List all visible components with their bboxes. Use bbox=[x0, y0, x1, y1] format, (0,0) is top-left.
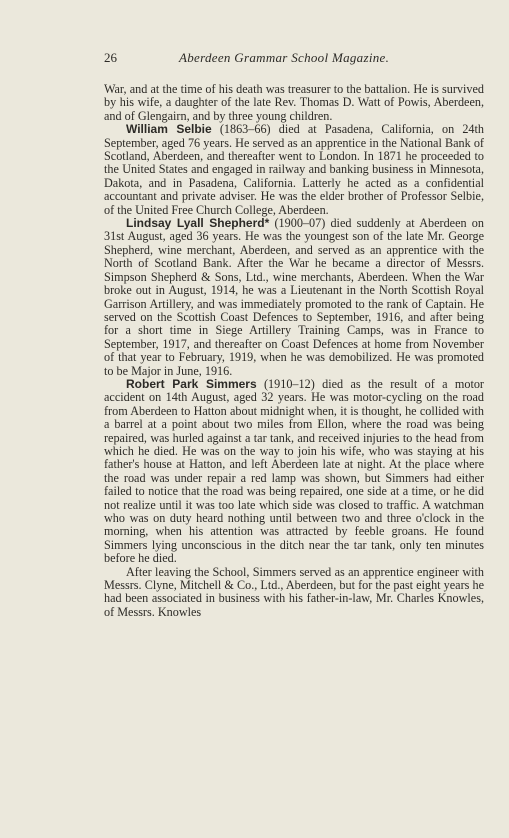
person-name: Robert Park Simmers bbox=[126, 376, 257, 391]
obituary-entry bbox=[104, 123, 484, 217]
paragraph-text: (1900–07) died suddenly at Aberdeen on 31st August, aged 36 years. He was the youngest son of the late Mr. George Shepherd, wine merchant, Aberdeen, and served as an apprentice with the North of Scotland Bank. After the War he became a director of Messrs. Simpson Shepherd & Sons, Ltd., wine merchants, Aberdeen. When the War broke out in August, 1914, he was a Lieutenant in the North Scottish Royal Garrison Artillery, and was immediately promoted to the rank of Captain. He served on the Scottish Coast Defences to September, 1916, and after being for a short time in Siege Artillery Training Camps, was in France to September, 1917, and thereafter on Coast Defences at home from November of that year to February, 1919, when he was demobilized. He was promoted to be Major in June, 1916. bbox=[104, 216, 484, 378]
continued-paragraph bbox=[104, 83, 484, 123]
person-name: William Selbie bbox=[126, 122, 212, 137]
page-number: 26 bbox=[104, 50, 117, 65]
running-title: Aberdeen Grammar School Magazine. bbox=[179, 50, 390, 65]
obituary-entry bbox=[104, 378, 484, 566]
paragraph-text: War, and at the time of his death was treasurer to the battalion. He is survived by his wife, a daughter of the late Rev. Thomas D. Watt of Powis, Aberdeen, and of Glengairn, and by three young children. bbox=[104, 82, 484, 123]
paragraph-text: (1863–66) died at Pasadena, California, on 24th September, aged 76 years. He served as an apprentice in the National Bank of Scotland, Aberdeen, and thereafter went to London. In 1871 he proceeded to the United States and engaged in railway and banking business in Minnesota, Dakota, and in Pasadena, California. Latterly he acted as a confidential accountant and private adviser. He was the elder brother of Professor Selbie, of the United Free Church College, Aberdeen. bbox=[104, 122, 484, 217]
person-name: Lindsay Lyall Shepherd* bbox=[126, 216, 270, 231]
paragraph-text: (1910–12) died as the result of a motor accident on 14th August, aged 32 years. He was motor-cycling on the road from Aberdeen to Hatton about midnight when, it is thought, he collided with a barrel at a point about two miles from Ellon, where the road was being repaired, was hurled against a tar tank, and received injuries to the head from which he died. He was on the way to join his wife, who was staying at his father's house at Hatton, and left Aberdeen late at night. At the place where the road was under repair a red lamp was shown, but Simmers had either failed to notice that the road was being repaired, one side at a time, or he did not realize until it was too late which side was closed to traffic. A watchman who was on duty heard nothing until between two and three o'clock in the morning, when his attention was attracted by feeble groans. He found Simmers lying unconscious in the ditch near the tar tank, only ten minutes before he died. bbox=[104, 376, 484, 566]
continued-paragraph bbox=[104, 566, 484, 620]
article-body bbox=[104, 83, 484, 619]
obituary-entry bbox=[104, 217, 484, 378]
paragraph-text: After leaving the School, Simmers served as an apprentice engineer with Messrs. Clyne, Mitchell & Co., Ltd., Aberdeen, but for the past eight years he had been associated in business with his father-in-law, Mr. Charles Knowles, of Messrs. Knowles bbox=[104, 564, 484, 619]
page-header bbox=[104, 50, 484, 68]
